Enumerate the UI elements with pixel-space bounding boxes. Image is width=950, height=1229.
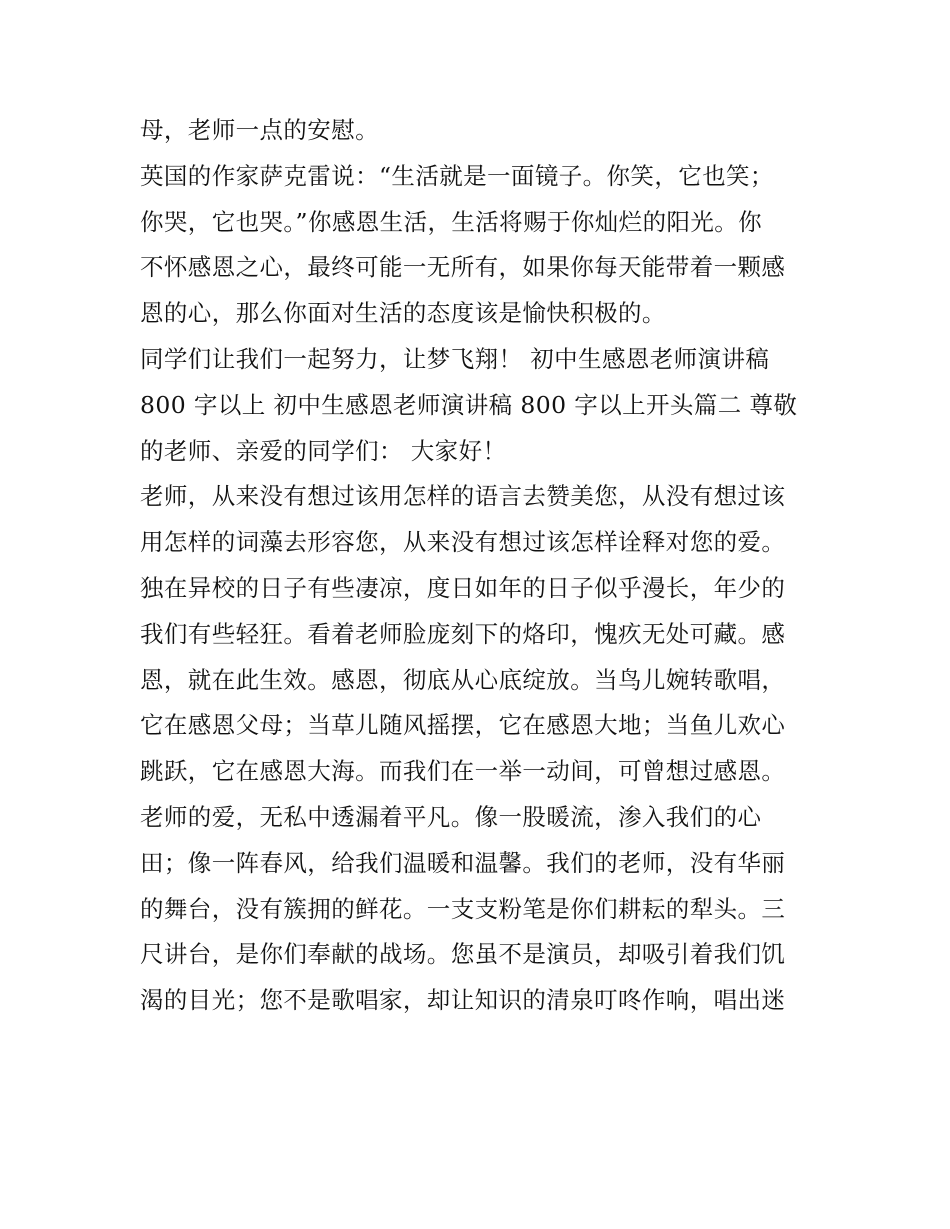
text-line: 尺讲台，是你们奉献的战场。您虽不是演员，却吸引着我们饥 bbox=[140, 940, 786, 969]
text-line: 的舞台，没有簇拥的鲜花。一支支粉笔是你们耕耘的犁头。三 bbox=[140, 894, 786, 923]
text-line: 英国的作家萨克雷说：“生活就是一面镜子。你笑，它也笑； bbox=[140, 161, 774, 190]
text-line: 我们有些轻狂。看着老师脸庞刻下的烙印，愧疚无处可藏。感 bbox=[140, 619, 786, 648]
text-line: 不怀感恩之心，最终可能一无所有，如果你每天能带着一颗感 bbox=[140, 253, 786, 282]
text-line: 它在感恩父母；当草儿随风摇摆，它在感恩大地；当鱼儿欢心 bbox=[140, 711, 786, 740]
text-line: 老师的爱，无私中透漏着平凡。像一股暖流，渗入我们的心 bbox=[140, 802, 762, 831]
text-line: 渴的目光；您不是歌唱家，却让知识的清泉叮咚作响，唱出迷 bbox=[140, 986, 786, 1015]
text-line: 老师，从来没有想过该用怎样的语言去赞美您，从没有想过该 bbox=[140, 482, 786, 511]
text-line: 的老师、亲爱的同学们： 大家好！ bbox=[140, 436, 507, 465]
text-line: 用怎样的词藻去形容您，从来没有想过该怎样诠释对您的爱。 bbox=[140, 528, 786, 557]
body-text bbox=[140, 108, 820, 1024]
text-line: 独在异校的日子有些凄凉，度日如年的日子似乎漫长，年少的 bbox=[140, 573, 786, 602]
text-line: 母，老师一点的安慰。 bbox=[140, 116, 379, 144]
text-line: 800 字以上 初中生感恩老师演讲稿 800 字以上开头篇二 尊敬 bbox=[140, 390, 798, 419]
text-line: 同学们让我们一起努力，让梦飞翔！ 初中生感恩老师演讲稿 bbox=[140, 344, 770, 373]
text-line: 你哭，它也哭。”你感恩生活，生活将赐于你灿烂的阳光。你 bbox=[140, 207, 763, 236]
text-line: 跳跃，它在感恩大海。而我们在一举一动间，可曾想过感恩。 bbox=[140, 757, 786, 786]
text-line: 恩，就在此生效。感恩，彻底从心底绽放。当鸟儿婉转歌唱， bbox=[140, 665, 786, 694]
text-line: 田；像一阵春风，给我们温暖和温馨。我们的老师，没有华丽 bbox=[140, 848, 786, 877]
text-line: 恩的心，那么你面对生活的态度该是愉快积极的。 bbox=[140, 299, 666, 328]
